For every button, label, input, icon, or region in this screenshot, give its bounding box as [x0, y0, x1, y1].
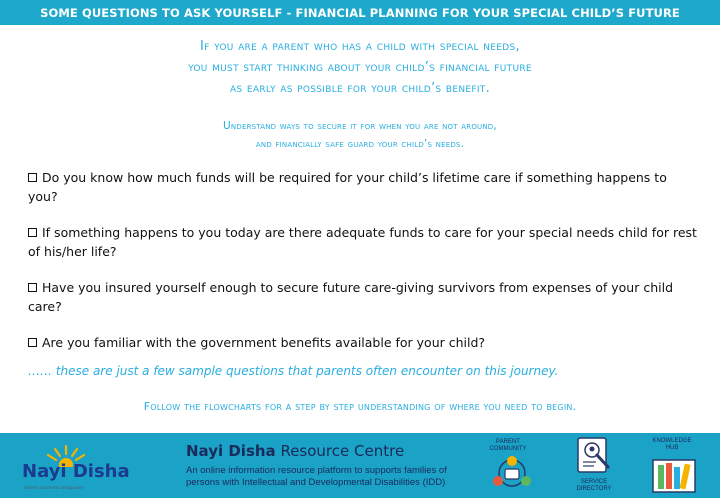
resource-centre-suffix: Resource Centre [275, 442, 405, 460]
service-directory-icon[interactable] [572, 435, 616, 477]
question-item [28, 223, 698, 261]
knowledge-hub-label: KNOWLEDGE HUB [652, 438, 692, 451]
subheadline [0, 117, 720, 153]
checkbox-icon [28, 338, 37, 347]
nayi-disha-logo[interactable] [22, 443, 132, 493]
question-list [28, 168, 698, 369]
question-text: If something happens to you today are there adequate funds to care for your special needs child for rest of his/her life? [28, 225, 697, 259]
resource-centre-brand: Nayi Disha [186, 442, 276, 460]
parent-community-label: PARENT COMMUNITY [489, 439, 527, 452]
subheadline-line-1: Understand ways to secure it for when you are not around, [223, 120, 497, 132]
resource-centre-title [186, 442, 404, 460]
logo-tagline: Inform Connect Empower [24, 485, 84, 490]
question-item [28, 278, 698, 316]
headline [0, 36, 720, 99]
question-text: Are you familiar with the government benefits available for your child? [42, 335, 486, 350]
checkbox-icon [28, 228, 37, 237]
italic-note: …… these are just a few sample questions that parents often encounter on this journey. [28, 364, 559, 378]
resource-centre-banner [0, 433, 720, 498]
flowchart-instruction: Follow the flowcharts for a step by step understanding of where you need to begin. [143, 400, 577, 413]
subheadline-line-2: and financially safe guard your child’s needs. [255, 138, 465, 150]
header-bar [0, 0, 720, 25]
headline-line-3: as early as possible for your child’s benefit. [229, 81, 491, 96]
question-item [28, 333, 698, 352]
headline-line-2: you must start thinking about your child’s financial future [188, 60, 532, 75]
resource-centre-description: An online information resource platform to supports families of persons with Intellectual and Developmental Disabilities (IDD) [186, 465, 447, 488]
checkbox-icon [28, 283, 37, 292]
header-title: SOME QUESTIONS TO ASK YOURSELF - FINANCIAL PLANNING FOR YOUR SPECIAL CHILD’S FUTURE [40, 5, 680, 20]
checkbox-icon [28, 173, 37, 182]
question-item [28, 168, 698, 206]
parent-community-icon[interactable] [490, 455, 534, 491]
logo-text: Nayi Disha [22, 461, 130, 482]
headline-line-1: If you are a parent who has a child with special needs, [200, 39, 520, 54]
question-text: Do you know how much funds will be required for your child’s lifetime care if something happens to you? [28, 170, 667, 204]
knowledge-hub-icon[interactable] [650, 457, 698, 495]
service-directory-label: SERVICE DIRECTORY [576, 479, 612, 492]
question-text: Have you insured yourself enough to secure future care-giving survivors from expenses of your child care? [28, 280, 674, 314]
